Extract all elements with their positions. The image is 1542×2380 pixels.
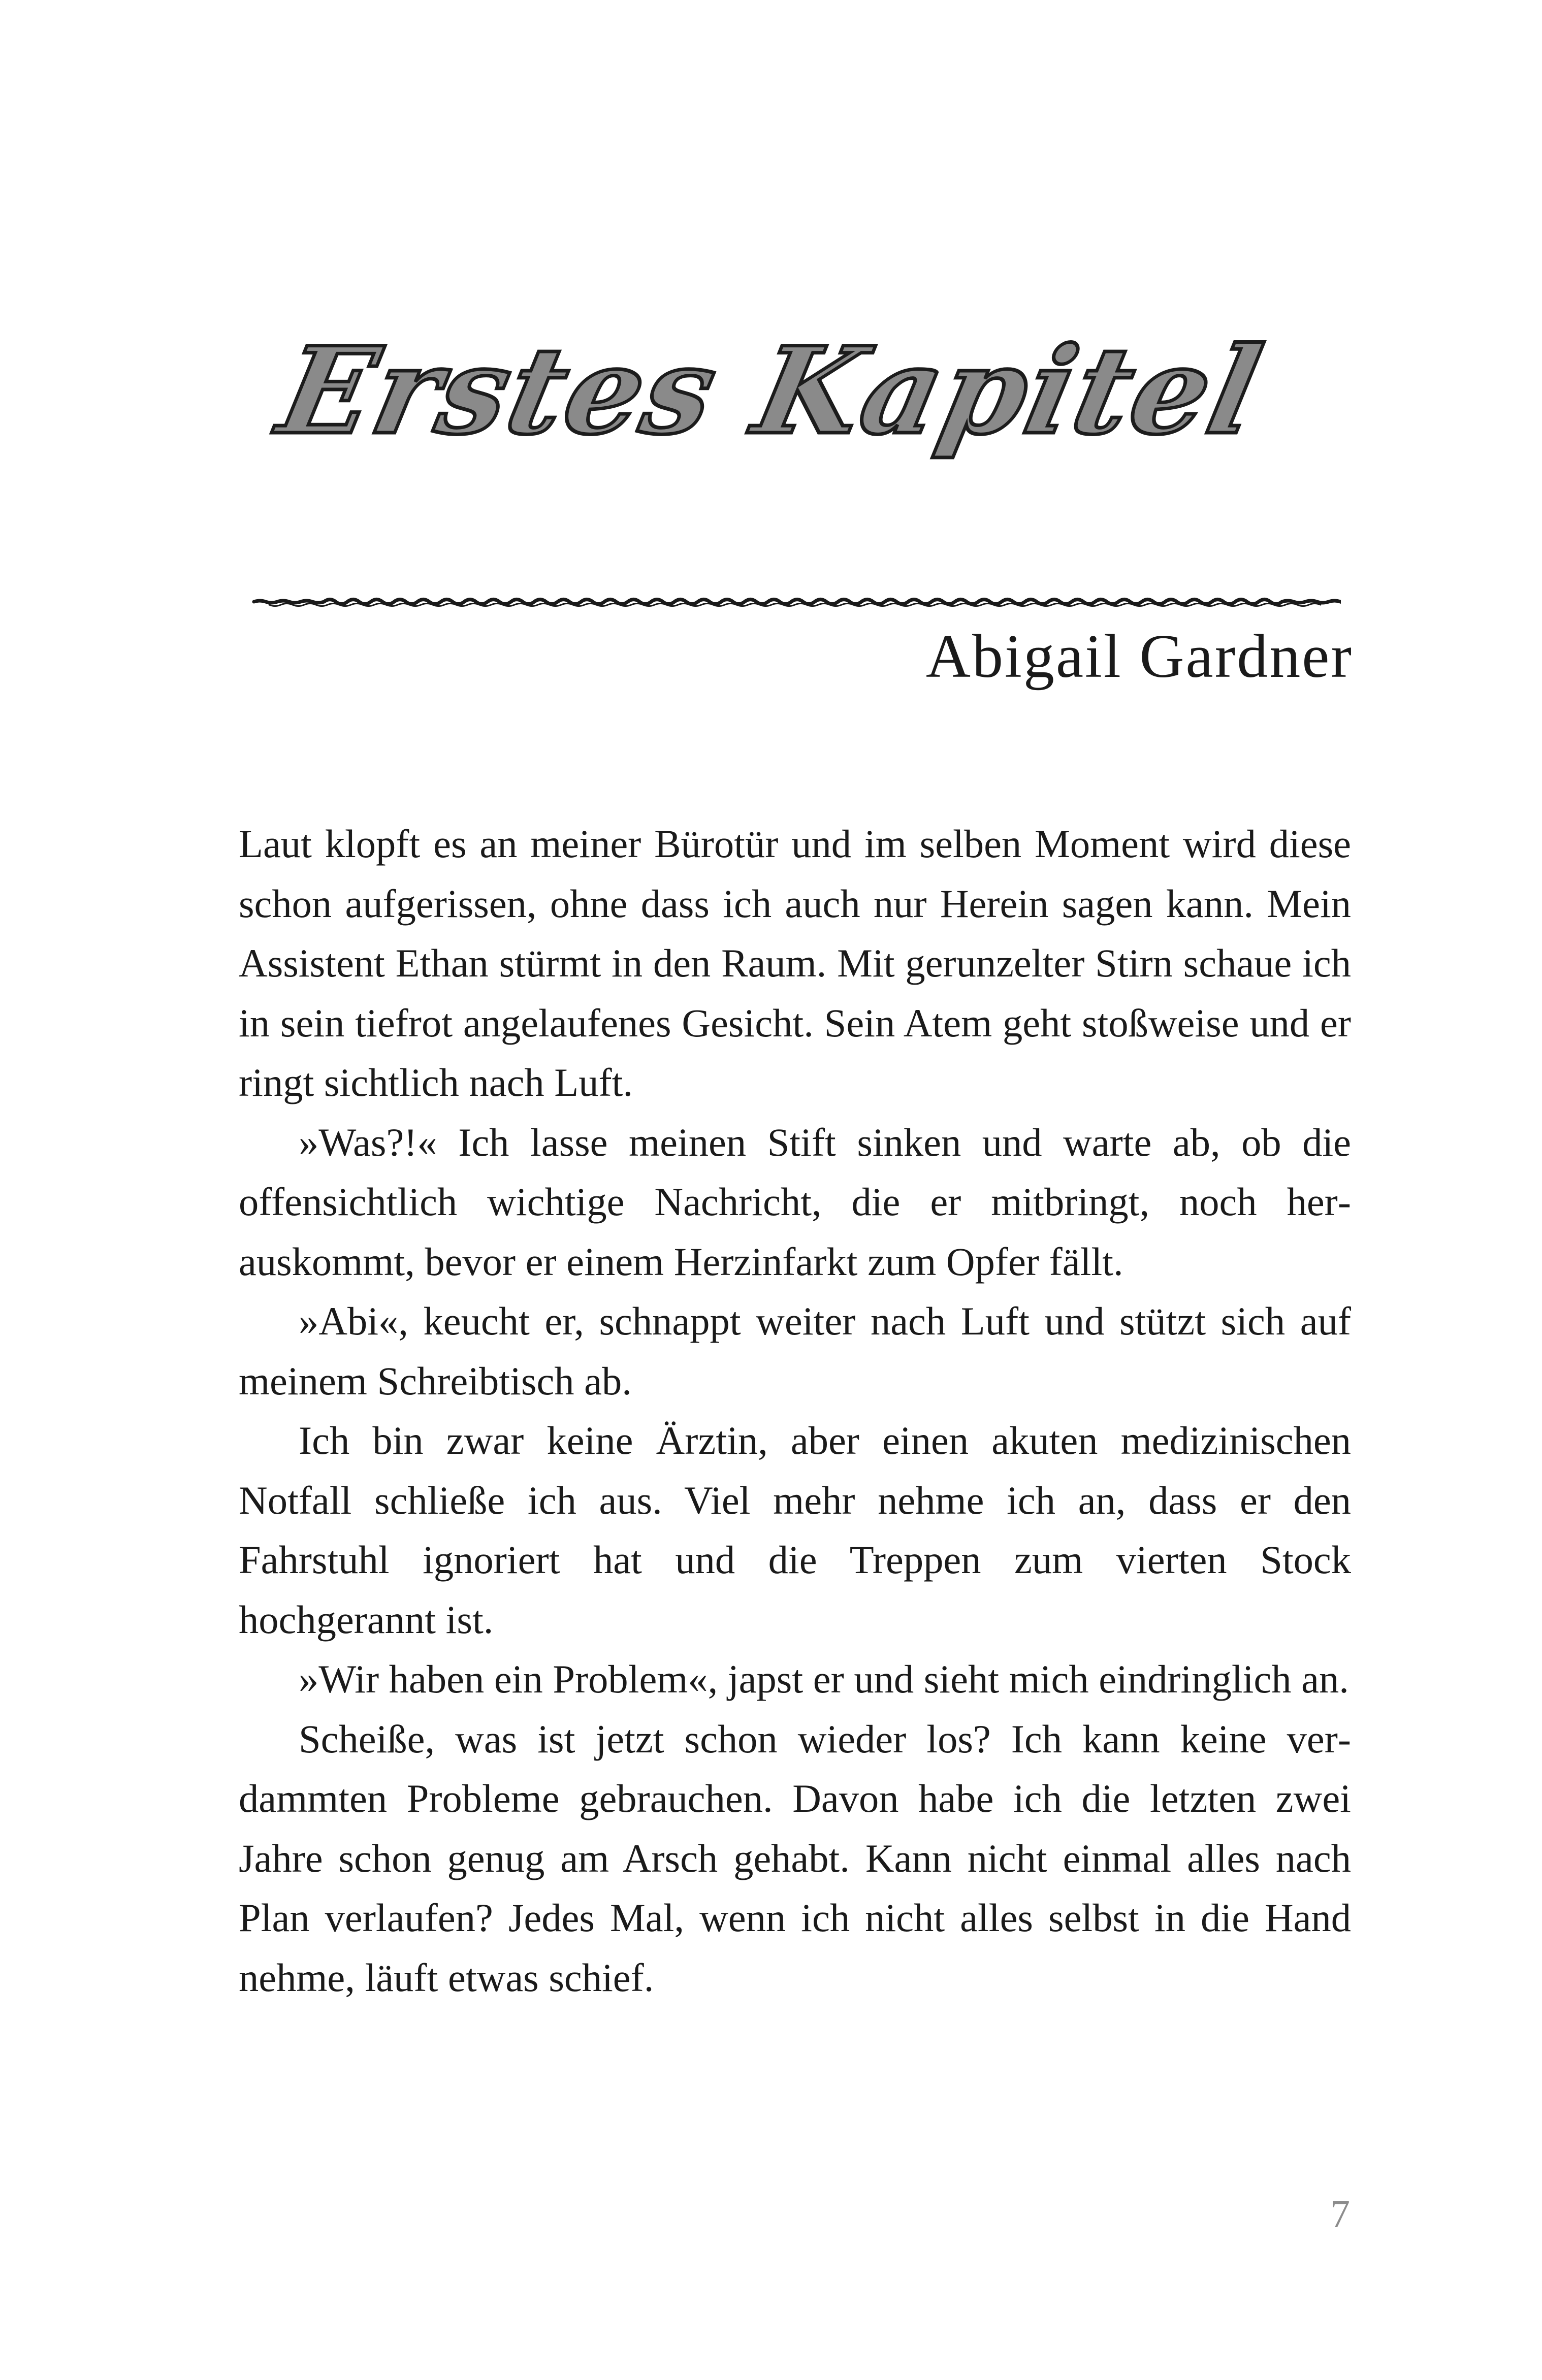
- paragraph: »Wir haben ein Problem«, japst er und sieht mich eindringlich an.: [299, 1657, 1349, 1701]
- paragraph: Laut klopft es an meiner Bürotür und im selben Moment wird diese schon aufgerissen, ohne dass ich auch nur Herein sagen kann. Mein Assistent Ethan stürmt in den Raum. Mit gerunzelter Stirn schaue ich in sein tiefrot angelaufenes Gesicht. Sein Atem geht stoßweise und er ringt sichtlich nach Luft.: [239, 822, 1351, 1104]
- chapter-title: Erstes Kapitel: [268, 321, 1274, 461]
- chapter-body: [239, 814, 1351, 2007]
- pov-character-name: Abigail Gardner: [925, 622, 1353, 691]
- page-number: 7: [1330, 2192, 1350, 2236]
- paragraph: Ich bin zwar keine Ärztin, aber einen akuten medizinischen Notfall schließe ich aus. Viel mehr nehme ich an, dass er den Fahrstuhl ignoriert hat und die Treppen zum vierten Stock hochgerannt ist.: [239, 1418, 1351, 1642]
- wavy-divider-icon: [249, 584, 1341, 620]
- paragraph: »Abi«, keucht er, schnappt weiter nach Luft und stützt sich auf meinem Schreibtisch ab.: [239, 1299, 1351, 1403]
- paragraph: Scheiße, was ist jetzt schon wieder los? Ich kann keine verdammten Probleme gebrauchen. Davon habe ich die letzten zwei Jahre schon genug am Arsch gehabt. Kann nicht einmal alles nach Plan verlaufen? Jedes Mal, wenn ich nicht alles selbst in die Hand nehme, läuft etwas schief.: [239, 1716, 1351, 2000]
- paragraph: »Was?!« Ich lasse meinen Stift sinken und warte ab, ob die offensichtlich wichtige Nachricht, die er mitbringt, noch herauskommt, bevor er einem Herzinfarkt zum Opfer fällt.: [239, 1120, 1351, 1284]
